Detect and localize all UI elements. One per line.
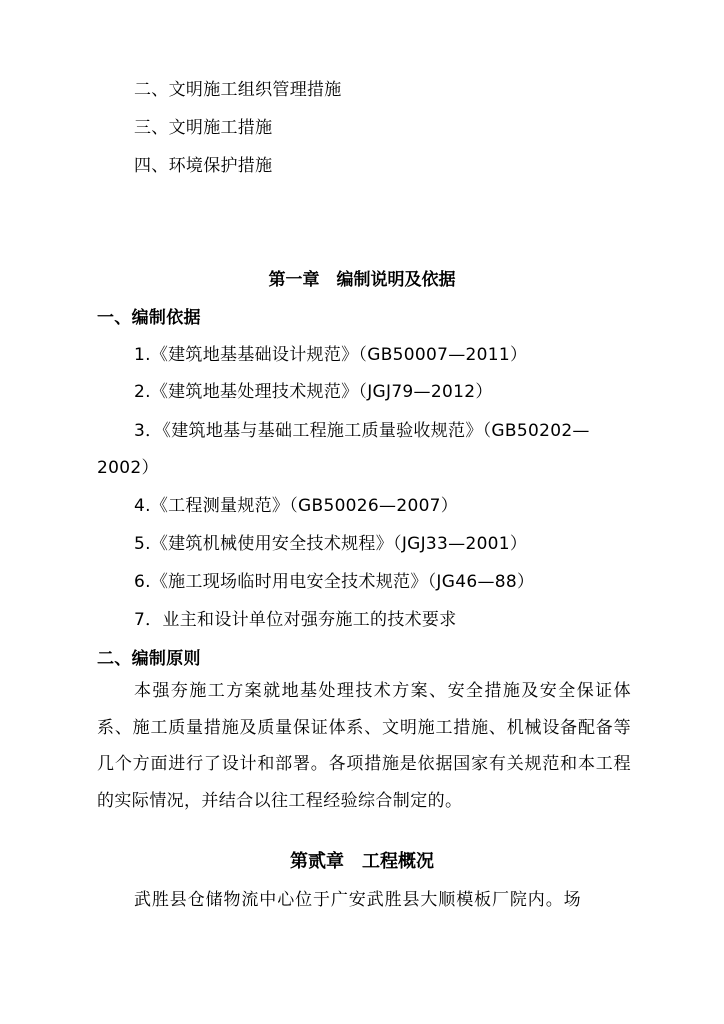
- reference-item: 7．业主和设计单位对强夯施工的技术要求: [134, 610, 457, 630]
- reference-item-continuation: 2002）: [97, 458, 159, 478]
- reference-item: 3．《建筑地基与基础工程施工质量验收规范》（GB50202—: [134, 421, 590, 441]
- reference-item: 1.《建筑地基基础设计规范》（GB50007—2011）: [134, 345, 528, 365]
- chapter-2-title: 第贰章 工程概况: [290, 851, 434, 872]
- toc-item-2: 二、文明施工组织管理措施: [134, 80, 342, 100]
- reference-item: 4.《工程测量规范》（GB50026—2007）: [134, 496, 459, 516]
- overview-paragraph: 武胜县仓储物流中心位于广安武胜县大顺模板厂院内。场: [134, 890, 582, 910]
- reference-item: 5.《建筑机械使用安全技术规程》（JGJ33—2001）: [134, 534, 528, 554]
- reference-item: 2.《建筑地基处理技术规范》（JGJ79—2012）: [134, 382, 493, 402]
- toc-item-3: 三、文明施工措施: [134, 118, 273, 138]
- section-1-heading: 一、编制依据: [97, 308, 201, 328]
- section-2-heading: 二、编制原则: [97, 649, 201, 669]
- chapter-1-title: 第一章 编制说明及依据: [268, 270, 456, 290]
- principles-paragraph: 本强夯施工方案就地基处理技术方案、安全措施及安全保证体系、施工质量措施及质量保证体系、文明施工措施、机械设备配备等几个方面进行了设计和部署。各项措施是依据国家有关规范和本工程的实际情况，并结合以往工程经验综合制定的。: [97, 681, 631, 811]
- toc-item-4: 四、环境保护措施: [134, 156, 273, 176]
- reference-item: 6.《施工现场临时用电安全技术规范》（JG46—88）: [134, 572, 535, 592]
